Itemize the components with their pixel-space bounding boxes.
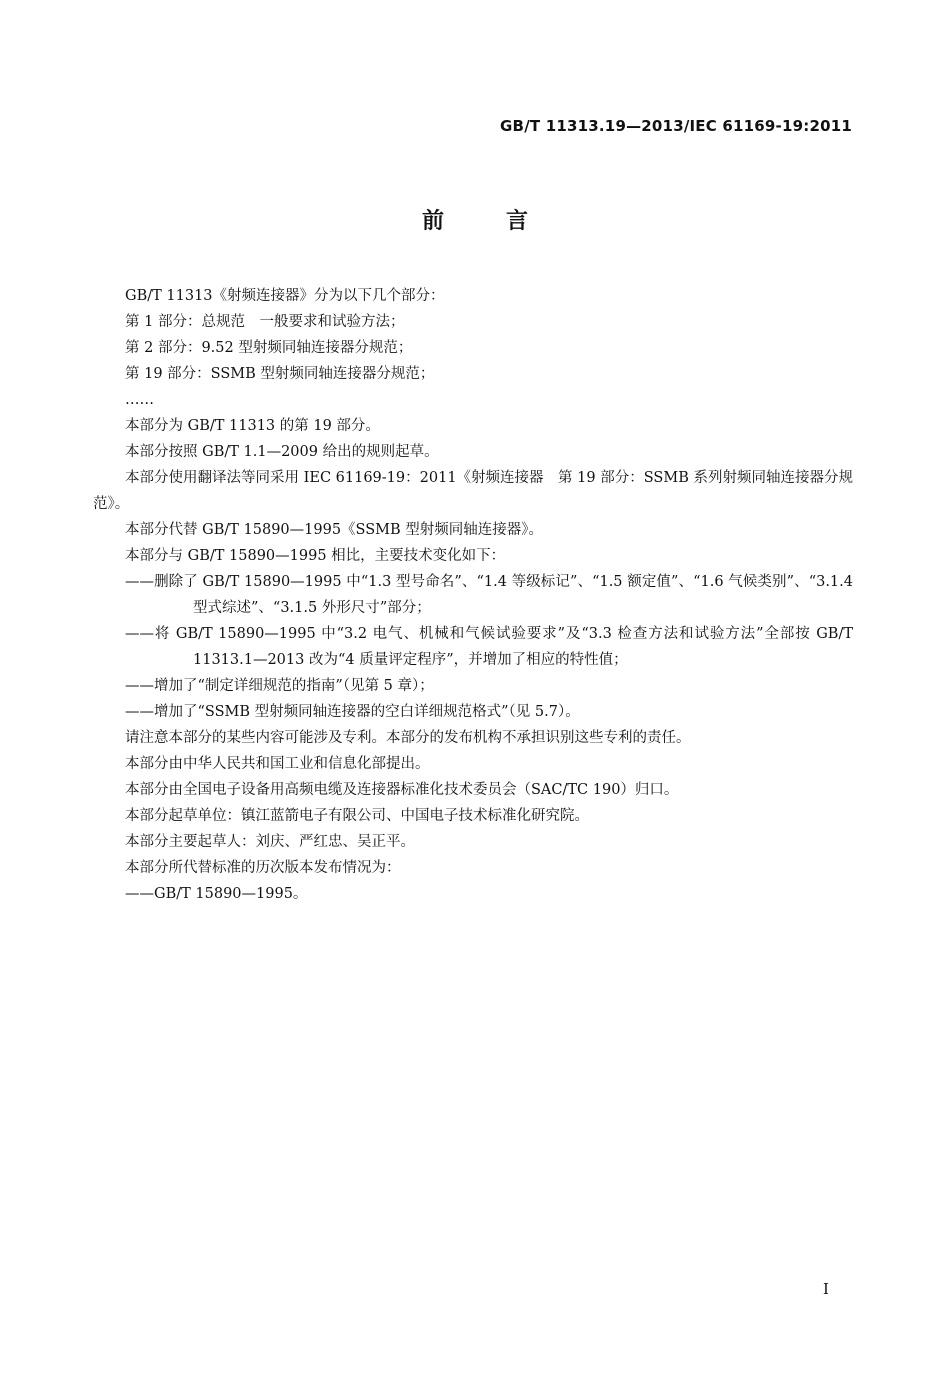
paragraph: 本部分主要起草人：刘庆、严红忠、吴正平。 xyxy=(125,834,415,850)
page-number: I xyxy=(823,1280,829,1298)
paragraph: 本部分按照 GB/T 1.1—2009 给出的规则起草。 xyxy=(125,444,439,460)
paragraph: 本部分由全国电子设备用高频电缆及连接器标准化技术委员会（SAC/TC 190）归口。 xyxy=(125,782,679,798)
change-list-item: ——增加了“制定详细规范的指南”（见第 5 章）； xyxy=(125,678,434,694)
paragraph: 请注意本部分的某些内容可能涉及专利。本部分的发布机构不承担识别这些专利的责任。 xyxy=(125,730,691,746)
change-list-item: ——将 GB/T 15890—1995 中“3.2 电气、机械和气候试验要求”及“3.3 检查方法和试验方法”全部按 GB/T 11313.1—2013 改为“4 质量评定程序”，并增加了相应的特性值； xyxy=(125,626,853,668)
ellipsis: …… xyxy=(125,392,154,408)
change-list-item: ——删除了 GB/T 15890—1995 中“1.3 型号命名”、“1.4 等级标记”、“1.5 额定值”、“1.6 气候类别”、“3.1.4 型式综述”、“3.1.5 外形尺寸”部分； xyxy=(125,574,853,616)
paragraph: 本部分起草单位：镇江蓝箭电子有限公司、中国电子技术标准化研究院。 xyxy=(125,808,589,824)
standard-code: GB/T 11313.19—2013/IEC 61169-19:2011 xyxy=(500,117,852,135)
paragraph: 第 19 部分：SSMB 型射频同轴连接器分规范； xyxy=(125,366,435,382)
page-title: 前言 xyxy=(421,209,590,234)
foreword-body xyxy=(93,283,853,907)
change-list-item: ——增加了“SSMB 型射频同轴连接器的空白详细规范格式”（见 5.7）。 xyxy=(125,704,580,720)
paragraph: 第 2 部分：9.52 型射频同轴连接器分规范； xyxy=(125,340,413,356)
paragraph: 本部分与 GB/T 15890—1995 相比，主要技术变化如下： xyxy=(125,548,506,564)
paragraph: 本部分代替 GB/T 15890—1995《SSMB 型射频同轴连接器》。 xyxy=(125,522,544,538)
paragraph: 本部分使用翻译法等同采用 IEC 61169-19：2011《射频连接器 第 19 部分：SSMB 系列射频同轴连接器分规范》。 xyxy=(93,470,853,512)
paragraph: GB/T 11313《射频连接器》分为以下几个部分： xyxy=(125,288,445,304)
paragraph: 第 1 部分：总规范 一般要求和试验方法； xyxy=(125,314,405,330)
paragraph: 本部分为 GB/T 11313 的第 19 部分。 xyxy=(125,418,380,434)
paragraph: 本部分所代替标准的历次版本发布情况为： xyxy=(125,860,401,876)
paragraph: 本部分由中华人民共和国工业和信息化部提出。 xyxy=(125,756,430,772)
version-history-item: ——GB/T 15890—1995。 xyxy=(125,886,308,902)
